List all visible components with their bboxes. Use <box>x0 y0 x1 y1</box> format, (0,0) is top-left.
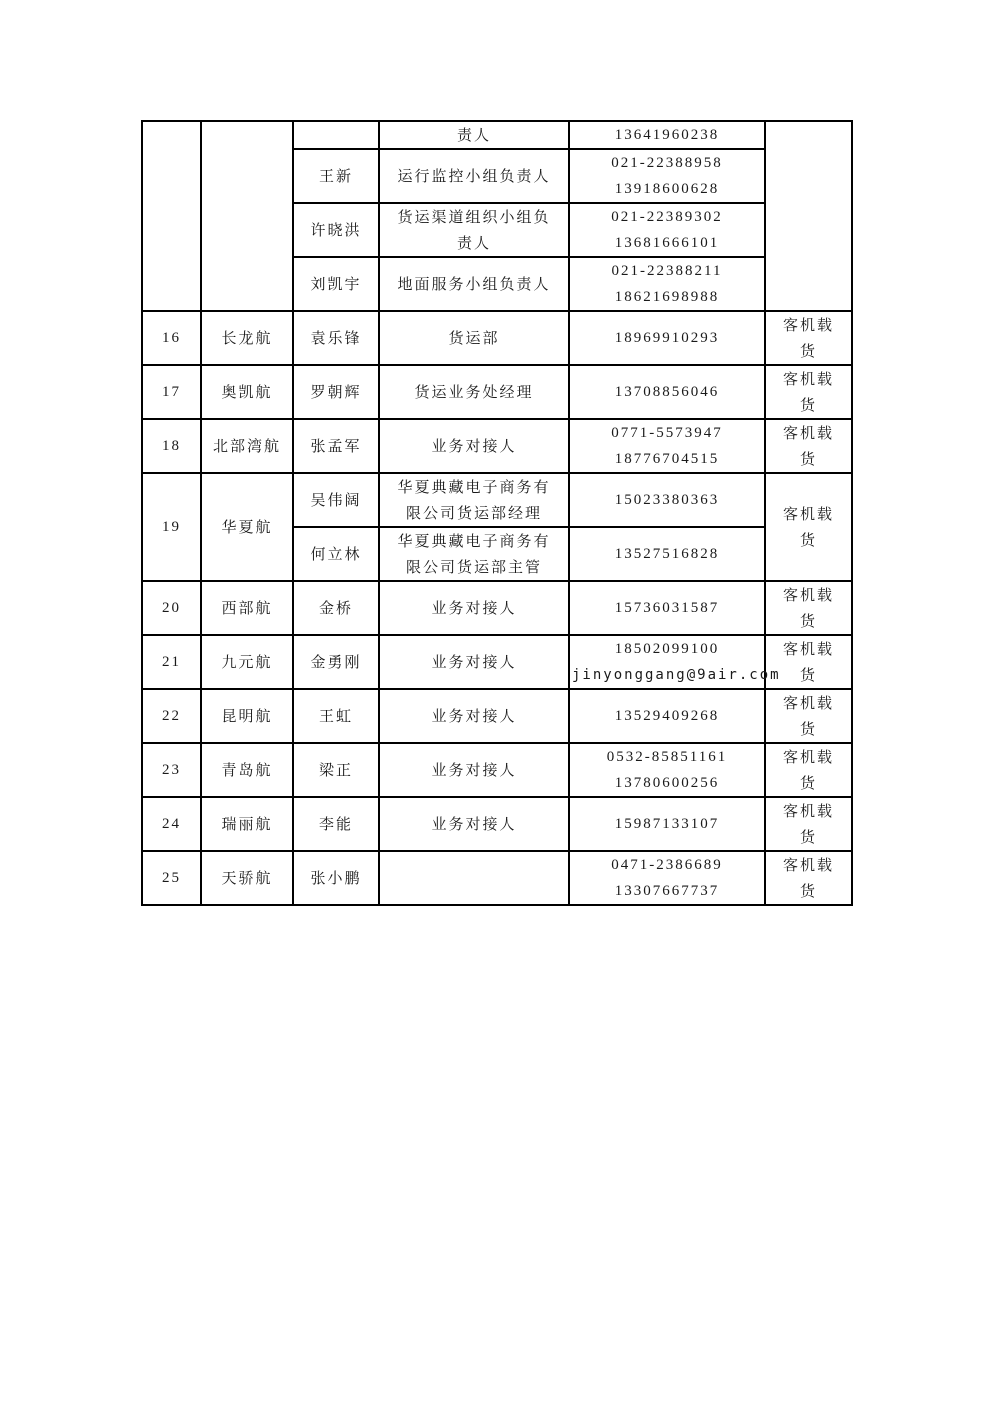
role-cell: 华夏典藏电子商务有 限公司货运部主管 <box>379 527 569 581</box>
airline-cell: 华夏航 <box>201 473 293 581</box>
role-cell: 业务对接人 <box>379 689 569 743</box>
airline-cell: 青岛航 <box>201 743 293 797</box>
no-cell: 18 <box>142 419 201 473</box>
airline-cell: 奥凯航 <box>201 365 293 419</box>
airline-cell: 瑞丽航 <box>201 797 293 851</box>
airline-cell: 北部湾航 <box>201 419 293 473</box>
role-cell: 业务对接人 <box>379 581 569 635</box>
table-row <box>142 851 852 905</box>
note-cell: 客机载 货 <box>765 581 852 635</box>
role-cell: 业务对接人 <box>379 419 569 473</box>
name-cell: 罗朝辉 <box>293 365 379 419</box>
name-cell: 张小鹏 <box>293 851 379 905</box>
role-cell: 责人 <box>379 121 569 149</box>
name-cell: 金勇刚 <box>293 635 379 689</box>
phone-cell: 13527516828 <box>569 527 765 581</box>
table-row <box>142 311 852 365</box>
airline-cell: 昆明航 <box>201 689 293 743</box>
airline-cell: 西部航 <box>201 581 293 635</box>
name-cell: 王虹 <box>293 689 379 743</box>
name-cell: 许晓洪 <box>293 203 379 257</box>
table-row <box>142 473 852 527</box>
table-row <box>142 743 852 797</box>
table-row <box>142 419 852 473</box>
table-row <box>142 635 852 689</box>
name-cell: 刘凯宇 <box>293 257 379 311</box>
name-cell: 袁乐锋 <box>293 311 379 365</box>
phone-cell: 15987133107 <box>569 797 765 851</box>
table-row <box>142 121 852 149</box>
no-cell <box>142 121 201 311</box>
role-cell: 业务对接人 <box>379 797 569 851</box>
no-cell: 16 <box>142 311 201 365</box>
phone-cell: 13529409268 <box>569 689 765 743</box>
phone-cell: 15736031587 <box>569 581 765 635</box>
phone-cell: 0771-5573947 18776704515 <box>569 419 765 473</box>
note-cell: 客机载 货 <box>765 419 852 473</box>
note-cell: 客机载 货 <box>765 743 852 797</box>
phone-cell: 18502099100 jinyonggang@9air.com <box>569 635 765 689</box>
name-cell: 李能 <box>293 797 379 851</box>
note-cell: 客机载 货 <box>765 311 852 365</box>
note-cell <box>765 121 852 311</box>
table-row <box>142 581 852 635</box>
role-cell: 地面服务小组负责人 <box>379 257 569 311</box>
name-cell: 金桥 <box>293 581 379 635</box>
role-cell: 华夏典藏电子商务有 限公司货运部经理 <box>379 473 569 527</box>
phone-cell: 13708856046 <box>569 365 765 419</box>
airline-cell: 长龙航 <box>201 311 293 365</box>
phone-cell: 021-22389302 13681666101 <box>569 203 765 257</box>
role-cell: 货运业务处经理 <box>379 365 569 419</box>
phone-cell: 13641960238 <box>569 121 765 149</box>
role-cell: 业务对接人 <box>379 743 569 797</box>
note-cell: 客机载 货 <box>765 797 852 851</box>
no-cell: 21 <box>142 635 201 689</box>
airline-contacts-table <box>141 120 853 906</box>
airline-cell: 天骄航 <box>201 851 293 905</box>
phone-cell: 0471-2386689 13307667737 <box>569 851 765 905</box>
name-cell: 张孟军 <box>293 419 379 473</box>
role-cell: 货运部 <box>379 311 569 365</box>
table-row <box>142 365 852 419</box>
no-cell: 22 <box>142 689 201 743</box>
note-cell: 客机载 货 <box>765 365 852 419</box>
phone-cell: 18969910293 <box>569 311 765 365</box>
name-cell: 何立林 <box>293 527 379 581</box>
name-cell: 王新 <box>293 149 379 203</box>
no-cell: 23 <box>142 743 201 797</box>
role-cell: 运行监控小组负责人 <box>379 149 569 203</box>
airline-cell: 九元航 <box>201 635 293 689</box>
phone-cell: 0532-85851161 13780600256 <box>569 743 765 797</box>
table-row <box>142 689 852 743</box>
role-cell: 业务对接人 <box>379 635 569 689</box>
phone-cell: 021-22388211 18621698988 <box>569 257 765 311</box>
note-cell: 客机载 货 <box>765 635 852 689</box>
name-cell: 吴伟阔 <box>293 473 379 527</box>
role-cell: 货运渠道组织小组负 责人 <box>379 203 569 257</box>
note-cell: 客机载 货 <box>765 473 852 581</box>
phone-cell: 15023380363 <box>569 473 765 527</box>
no-cell: 19 <box>142 473 201 581</box>
no-cell: 17 <box>142 365 201 419</box>
name-cell <box>293 121 379 149</box>
name-cell: 梁正 <box>293 743 379 797</box>
airline-cell <box>201 121 293 311</box>
role-cell <box>379 851 569 905</box>
note-cell: 客机载 货 <box>765 689 852 743</box>
no-cell: 24 <box>142 797 201 851</box>
note-cell: 客机载 货 <box>765 851 852 905</box>
table-row <box>142 797 852 851</box>
no-cell: 20 <box>142 581 201 635</box>
email-link[interactable]: jinyonggang@9air.com <box>572 667 781 683</box>
no-cell: 25 <box>142 851 201 905</box>
phone-cell: 021-22388958 13918600628 <box>569 149 765 203</box>
